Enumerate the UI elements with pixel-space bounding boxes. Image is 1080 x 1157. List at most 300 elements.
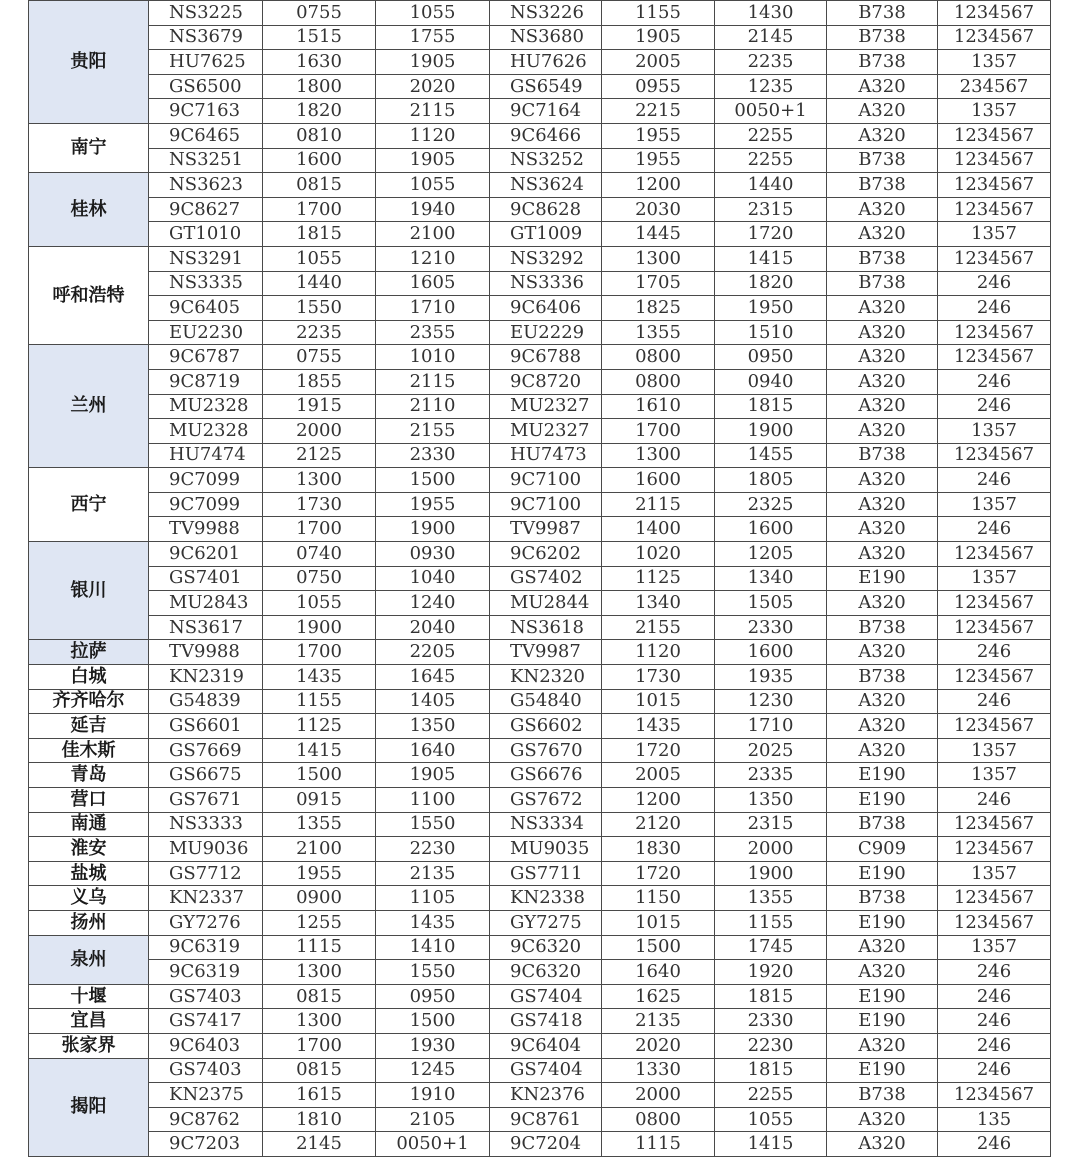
return-departure-cell: 1700 [602, 419, 715, 444]
aircraft-type-cell: A320 [827, 369, 938, 394]
outbound-departure-cell: 0750 [263, 566, 376, 591]
operating-days-cell: 234567 [938, 74, 1051, 99]
schedule-row [29, 812, 1051, 837]
schedule-row [29, 935, 1051, 960]
city-cell: 揭阳 [29, 1058, 149, 1156]
schedule-row [29, 591, 1051, 616]
outbound-arrival-cell: 2110 [376, 394, 490, 419]
return-flight-cell: GS7711 [490, 861, 602, 886]
outbound-flight-cell: GS7671 [149, 788, 263, 813]
aircraft-type-cell: E190 [827, 984, 938, 1009]
schedule-row [29, 74, 1051, 99]
outbound-flight-cell: MU2843 [149, 591, 263, 616]
schedule-row [29, 837, 1051, 862]
outbound-arrival-cell: 1100 [376, 788, 490, 813]
return-departure-cell: 1115 [602, 1132, 715, 1157]
outbound-arrival-cell: 1940 [376, 197, 490, 222]
city-cell: 白城 [29, 665, 149, 690]
schedule-row [29, 714, 1051, 739]
schedule-body [29, 1, 1051, 1157]
outbound-arrival-cell: 2355 [376, 320, 490, 345]
operating-days-cell: 1357 [938, 566, 1051, 591]
return-departure-cell: 1015 [602, 689, 715, 714]
operating-days-cell: 1234567 [938, 714, 1051, 739]
return-flight-cell: GY7275 [490, 910, 602, 935]
operating-days-cell: 246 [938, 984, 1051, 1009]
outbound-arrival-cell: 0930 [376, 542, 490, 567]
return-flight-cell: 9C8628 [490, 197, 602, 222]
outbound-arrival-cell: 1240 [376, 591, 490, 616]
return-flight-cell: MU9035 [490, 837, 602, 862]
outbound-arrival-cell: 0950 [376, 984, 490, 1009]
outbound-flight-cell: KN2337 [149, 886, 263, 911]
aircraft-type-cell: A320 [827, 74, 938, 99]
operating-days-cell: 1357 [938, 935, 1051, 960]
return-departure-cell: 1340 [602, 591, 715, 616]
schedule-row [29, 394, 1051, 419]
city-cell: 齐齐哈尔 [29, 689, 149, 714]
outbound-departure-cell: 0815 [263, 984, 376, 1009]
aircraft-type-cell: A320 [827, 492, 938, 517]
aircraft-type-cell: A320 [827, 1107, 938, 1132]
return-arrival-cell: 2235 [715, 50, 827, 75]
outbound-departure-cell: 1155 [263, 689, 376, 714]
outbound-flight-cell: NS3291 [149, 246, 263, 271]
operating-days-cell: 1234567 [938, 443, 1051, 468]
outbound-departure-cell: 0755 [263, 1, 376, 26]
outbound-arrival-cell: 1055 [376, 173, 490, 198]
operating-days-cell: 1234567 [938, 910, 1051, 935]
return-arrival-cell: 1415 [715, 246, 827, 271]
return-arrival-cell: 1600 [715, 517, 827, 542]
outbound-flight-cell: NS3679 [149, 25, 263, 50]
aircraft-type-cell: B738 [827, 443, 938, 468]
operating-days-cell: 1234567 [938, 812, 1051, 837]
operating-days-cell: 246 [938, 689, 1051, 714]
aircraft-type-cell: A320 [827, 591, 938, 616]
outbound-arrival-cell: 1645 [376, 665, 490, 690]
city-cell: 兰州 [29, 345, 149, 468]
outbound-departure-cell: 1700 [263, 197, 376, 222]
schedule-row [29, 222, 1051, 247]
return-departure-cell: 1400 [602, 517, 715, 542]
schedule-row [29, 665, 1051, 690]
return-departure-cell: 1905 [602, 25, 715, 50]
return-arrival-cell: 1805 [715, 468, 827, 493]
return-arrival-cell: 2330 [715, 1009, 827, 1034]
outbound-departure-cell: 1355 [263, 812, 376, 837]
outbound-flight-cell: GS7403 [149, 1058, 263, 1083]
return-departure-cell: 1120 [602, 640, 715, 665]
schedule-row [29, 517, 1051, 542]
return-flight-cell: NS3680 [490, 25, 602, 50]
operating-days-cell: 246 [938, 640, 1051, 665]
return-flight-cell: 9C6466 [490, 123, 602, 148]
operating-days-cell: 1234567 [938, 197, 1051, 222]
schedule-row [29, 369, 1051, 394]
operating-days-cell: 1357 [938, 99, 1051, 124]
operating-days-cell: 246 [938, 788, 1051, 813]
operating-days-cell: 1234567 [938, 173, 1051, 198]
aircraft-type-cell: A320 [827, 640, 938, 665]
operating-days-cell: 1234567 [938, 246, 1051, 271]
return-arrival-cell: 1440 [715, 173, 827, 198]
return-flight-cell: GT1009 [490, 222, 602, 247]
return-departure-cell: 1015 [602, 910, 715, 935]
schedule-row [29, 566, 1051, 591]
return-arrival-cell: 1710 [715, 714, 827, 739]
aircraft-type-cell: A320 [827, 738, 938, 763]
return-flight-cell: NS3252 [490, 148, 602, 173]
return-flight-cell: NS3336 [490, 271, 602, 296]
aircraft-type-cell: E190 [827, 910, 938, 935]
outbound-arrival-cell: 1955 [376, 492, 490, 517]
aircraft-type-cell: A320 [827, 689, 938, 714]
outbound-flight-cell: GY7276 [149, 910, 263, 935]
operating-days-cell: 1234567 [938, 1, 1051, 26]
outbound-flight-cell: TV9988 [149, 517, 263, 542]
aircraft-type-cell: E190 [827, 1058, 938, 1083]
aircraft-type-cell: A320 [827, 197, 938, 222]
return-flight-cell: GS6676 [490, 763, 602, 788]
operating-days-cell: 1234567 [938, 615, 1051, 640]
outbound-flight-cell: 9C8762 [149, 1107, 263, 1132]
aircraft-type-cell: E190 [827, 788, 938, 813]
aircraft-type-cell: A320 [827, 296, 938, 321]
schedule-row [29, 763, 1051, 788]
aircraft-type-cell: A320 [827, 542, 938, 567]
schedule-row [29, 861, 1051, 886]
return-departure-cell: 2155 [602, 615, 715, 640]
flight-schedule-table [28, 0, 1051, 1157]
return-departure-cell: 0800 [602, 345, 715, 370]
outbound-arrival-cell: 1040 [376, 566, 490, 591]
return-arrival-cell: 2230 [715, 1033, 827, 1058]
return-departure-cell: 2030 [602, 197, 715, 222]
schedule-row [29, 173, 1051, 198]
return-departure-cell: 1825 [602, 296, 715, 321]
return-flight-cell: 9C7100 [490, 468, 602, 493]
outbound-flight-cell: 9C6403 [149, 1033, 263, 1058]
return-departure-cell: 1150 [602, 886, 715, 911]
city-cell: 扬州 [29, 910, 149, 935]
return-departure-cell: 1830 [602, 837, 715, 862]
return-flight-cell: MU2327 [490, 419, 602, 444]
outbound-arrival-cell: 1010 [376, 345, 490, 370]
return-flight-cell: GS6549 [490, 74, 602, 99]
aircraft-type-cell: B738 [827, 50, 938, 75]
schedule-row [29, 886, 1051, 911]
return-flight-cell: 9C6404 [490, 1033, 602, 1058]
outbound-flight-cell: 9C7163 [149, 99, 263, 124]
outbound-flight-cell: 9C8627 [149, 197, 263, 222]
return-departure-cell: 2020 [602, 1033, 715, 1058]
schedule-row [29, 148, 1051, 173]
return-flight-cell: 9C8761 [490, 1107, 602, 1132]
return-departure-cell: 1610 [602, 394, 715, 419]
return-arrival-cell: 1935 [715, 665, 827, 690]
return-flight-cell: 9C6406 [490, 296, 602, 321]
aircraft-type-cell: A320 [827, 345, 938, 370]
return-flight-cell: GS7404 [490, 1058, 602, 1083]
outbound-departure-cell: 0755 [263, 345, 376, 370]
schedule-row [29, 468, 1051, 493]
outbound-departure-cell: 1855 [263, 369, 376, 394]
outbound-arrival-cell: 2115 [376, 369, 490, 394]
schedule-row [29, 1058, 1051, 1083]
return-departure-cell: 1705 [602, 271, 715, 296]
operating-days-cell: 1357 [938, 50, 1051, 75]
return-arrival-cell: 1815 [715, 1058, 827, 1083]
return-arrival-cell: 2000 [715, 837, 827, 862]
return-flight-cell: NS3624 [490, 173, 602, 198]
city-cell: 拉萨 [29, 640, 149, 665]
return-departure-cell: 1500 [602, 935, 715, 960]
schedule-row [29, 615, 1051, 640]
operating-days-cell: 246 [938, 1009, 1051, 1034]
outbound-departure-cell: 1300 [263, 468, 376, 493]
outbound-arrival-cell: 0050+1 [376, 1132, 490, 1157]
outbound-departure-cell: 1125 [263, 714, 376, 739]
outbound-flight-cell: HU7474 [149, 443, 263, 468]
aircraft-type-cell: A320 [827, 1033, 938, 1058]
outbound-flight-cell: GS6500 [149, 74, 263, 99]
return-arrival-cell: 2255 [715, 123, 827, 148]
schedule-row [29, 492, 1051, 517]
outbound-flight-cell: 9C7099 [149, 468, 263, 493]
operating-days-cell: 1357 [938, 419, 1051, 444]
outbound-arrival-cell: 1640 [376, 738, 490, 763]
schedule-row [29, 910, 1051, 935]
return-departure-cell: 2215 [602, 99, 715, 124]
outbound-arrival-cell: 2330 [376, 443, 490, 468]
schedule-row [29, 320, 1051, 345]
schedule-row [29, 542, 1051, 567]
return-arrival-cell: 1430 [715, 1, 827, 26]
outbound-flight-cell: TV9988 [149, 640, 263, 665]
outbound-arrival-cell: 1210 [376, 246, 490, 271]
outbound-flight-cell: GS7401 [149, 566, 263, 591]
return-arrival-cell: 1415 [715, 1132, 827, 1157]
city-cell: 佳木斯 [29, 738, 149, 763]
outbound-departure-cell: 1815 [263, 222, 376, 247]
return-departure-cell: 2000 [602, 1083, 715, 1108]
operating-days-cell: 1357 [938, 492, 1051, 517]
schedule-row [29, 197, 1051, 222]
operating-days-cell: 1234567 [938, 25, 1051, 50]
outbound-flight-cell: EU2230 [149, 320, 263, 345]
schedule-row [29, 1009, 1051, 1034]
outbound-departure-cell: 1955 [263, 861, 376, 886]
operating-days-cell: 1357 [938, 738, 1051, 763]
operating-days-cell: 1234567 [938, 542, 1051, 567]
schedule-row [29, 1, 1051, 26]
operating-days-cell: 246 [938, 1132, 1051, 1157]
city-cell: 泉州 [29, 935, 149, 984]
return-departure-cell: 1300 [602, 443, 715, 468]
return-arrival-cell: 1205 [715, 542, 827, 567]
return-departure-cell: 1720 [602, 738, 715, 763]
return-arrival-cell: 1235 [715, 74, 827, 99]
return-departure-cell: 1955 [602, 148, 715, 173]
city-cell: 淮安 [29, 837, 149, 862]
return-arrival-cell: 0050+1 [715, 99, 827, 124]
schedule-row [29, 419, 1051, 444]
return-flight-cell: G54840 [490, 689, 602, 714]
outbound-departure-cell: 0740 [263, 542, 376, 567]
outbound-departure-cell: 1550 [263, 296, 376, 321]
outbound-departure-cell: 2100 [263, 837, 376, 862]
return-flight-cell: 9C7164 [490, 99, 602, 124]
outbound-departure-cell: 1600 [263, 148, 376, 173]
return-flight-cell: 9C6320 [490, 960, 602, 985]
outbound-flight-cell: 9C6787 [149, 345, 263, 370]
return-departure-cell: 0955 [602, 74, 715, 99]
return-arrival-cell: 1510 [715, 320, 827, 345]
outbound-departure-cell: 1115 [263, 935, 376, 960]
outbound-arrival-cell: 1055 [376, 1, 490, 26]
outbound-arrival-cell: 2115 [376, 99, 490, 124]
aircraft-type-cell: A320 [827, 123, 938, 148]
operating-days-cell: 246 [938, 517, 1051, 542]
aircraft-type-cell: A320 [827, 714, 938, 739]
schedule-row [29, 123, 1051, 148]
outbound-flight-cell: NS3623 [149, 173, 263, 198]
outbound-departure-cell: 1415 [263, 738, 376, 763]
return-flight-cell: HU7473 [490, 443, 602, 468]
city-cell: 南通 [29, 812, 149, 837]
outbound-arrival-cell: 1105 [376, 886, 490, 911]
aircraft-type-cell: A320 [827, 1132, 938, 1157]
operating-days-cell: 1234567 [938, 591, 1051, 616]
return-departure-cell: 0800 [602, 369, 715, 394]
return-departure-cell: 1020 [602, 542, 715, 567]
outbound-departure-cell: 1055 [263, 591, 376, 616]
return-arrival-cell: 2315 [715, 197, 827, 222]
return-flight-cell: MU2327 [490, 394, 602, 419]
return-departure-cell: 0800 [602, 1107, 715, 1132]
outbound-flight-cell: MU2328 [149, 394, 263, 419]
schedule-row [29, 1132, 1051, 1157]
operating-days-cell: 246 [938, 296, 1051, 321]
schedule-row [29, 99, 1051, 124]
city-cell: 延吉 [29, 714, 149, 739]
outbound-arrival-cell: 2105 [376, 1107, 490, 1132]
aircraft-type-cell: E190 [827, 861, 938, 886]
return-flight-cell: 9C7204 [490, 1132, 602, 1157]
city-cell: 西宁 [29, 468, 149, 542]
return-flight-cell: 9C6320 [490, 935, 602, 960]
city-cell: 宜昌 [29, 1009, 149, 1034]
return-departure-cell: 1200 [602, 788, 715, 813]
outbound-flight-cell: NS3225 [149, 1, 263, 26]
return-departure-cell: 2005 [602, 763, 715, 788]
aircraft-type-cell: B738 [827, 665, 938, 690]
return-departure-cell: 1200 [602, 173, 715, 198]
outbound-departure-cell: 0815 [263, 1058, 376, 1083]
aircraft-type-cell: A320 [827, 935, 938, 960]
schedule-row [29, 296, 1051, 321]
schedule-row [29, 788, 1051, 813]
outbound-departure-cell: 1915 [263, 394, 376, 419]
outbound-departure-cell: 0915 [263, 788, 376, 813]
operating-days-cell: 1234567 [938, 345, 1051, 370]
schedule-row [29, 25, 1051, 50]
outbound-flight-cell: 9C8719 [149, 369, 263, 394]
outbound-departure-cell: 1255 [263, 910, 376, 935]
outbound-flight-cell: 9C6319 [149, 960, 263, 985]
return-arrival-cell: 1815 [715, 394, 827, 419]
outbound-departure-cell: 1700 [263, 640, 376, 665]
outbound-flight-cell: NS3617 [149, 615, 263, 640]
outbound-departure-cell: 2125 [263, 443, 376, 468]
return-departure-cell: 1435 [602, 714, 715, 739]
outbound-departure-cell: 1435 [263, 665, 376, 690]
return-arrival-cell: 0940 [715, 369, 827, 394]
aircraft-type-cell: B738 [827, 1, 938, 26]
outbound-arrival-cell: 1410 [376, 935, 490, 960]
return-arrival-cell: 2335 [715, 763, 827, 788]
aircraft-type-cell: A320 [827, 99, 938, 124]
schedule-row [29, 640, 1051, 665]
return-flight-cell: NS3292 [490, 246, 602, 271]
return-arrival-cell: 1505 [715, 591, 827, 616]
outbound-arrival-cell: 2040 [376, 615, 490, 640]
return-arrival-cell: 1920 [715, 960, 827, 985]
outbound-arrival-cell: 1550 [376, 960, 490, 985]
outbound-arrival-cell: 1910 [376, 1083, 490, 1108]
return-flight-cell: EU2229 [490, 320, 602, 345]
return-departure-cell: 1300 [602, 246, 715, 271]
operating-days-cell: 1234567 [938, 665, 1051, 690]
outbound-flight-cell: HU7625 [149, 50, 263, 75]
return-flight-cell: NS3618 [490, 615, 602, 640]
schedule-row [29, 443, 1051, 468]
outbound-departure-cell: 1300 [263, 1009, 376, 1034]
aircraft-type-cell: B738 [827, 173, 938, 198]
outbound-flight-cell: KN2319 [149, 665, 263, 690]
aircraft-type-cell: A320 [827, 394, 938, 419]
outbound-departure-cell: 1440 [263, 271, 376, 296]
operating-days-cell: 246 [938, 394, 1051, 419]
schedule-row [29, 1033, 1051, 1058]
operating-days-cell: 1234567 [938, 886, 1051, 911]
outbound-flight-cell: 9C6405 [149, 296, 263, 321]
return-arrival-cell: 1720 [715, 222, 827, 247]
operating-days-cell: 246 [938, 960, 1051, 985]
return-arrival-cell: 1820 [715, 271, 827, 296]
outbound-arrival-cell: 2100 [376, 222, 490, 247]
operating-days-cell: 246 [938, 468, 1051, 493]
operating-days-cell: 1234567 [938, 123, 1051, 148]
return-departure-cell: 1640 [602, 960, 715, 985]
outbound-departure-cell: 1300 [263, 960, 376, 985]
return-arrival-cell: 1455 [715, 443, 827, 468]
outbound-departure-cell: 1615 [263, 1083, 376, 1108]
outbound-flight-cell: NS3251 [149, 148, 263, 173]
outbound-arrival-cell: 1905 [376, 763, 490, 788]
outbound-flight-cell: NS3335 [149, 271, 263, 296]
city-cell: 贵阳 [29, 1, 149, 124]
aircraft-type-cell: E190 [827, 566, 938, 591]
return-flight-cell: TV9987 [490, 640, 602, 665]
aircraft-type-cell: E190 [827, 763, 938, 788]
outbound-flight-cell: GS6675 [149, 763, 263, 788]
return-arrival-cell: 2330 [715, 615, 827, 640]
outbound-departure-cell: 1820 [263, 99, 376, 124]
outbound-departure-cell: 1500 [263, 763, 376, 788]
outbound-arrival-cell: 1605 [376, 271, 490, 296]
